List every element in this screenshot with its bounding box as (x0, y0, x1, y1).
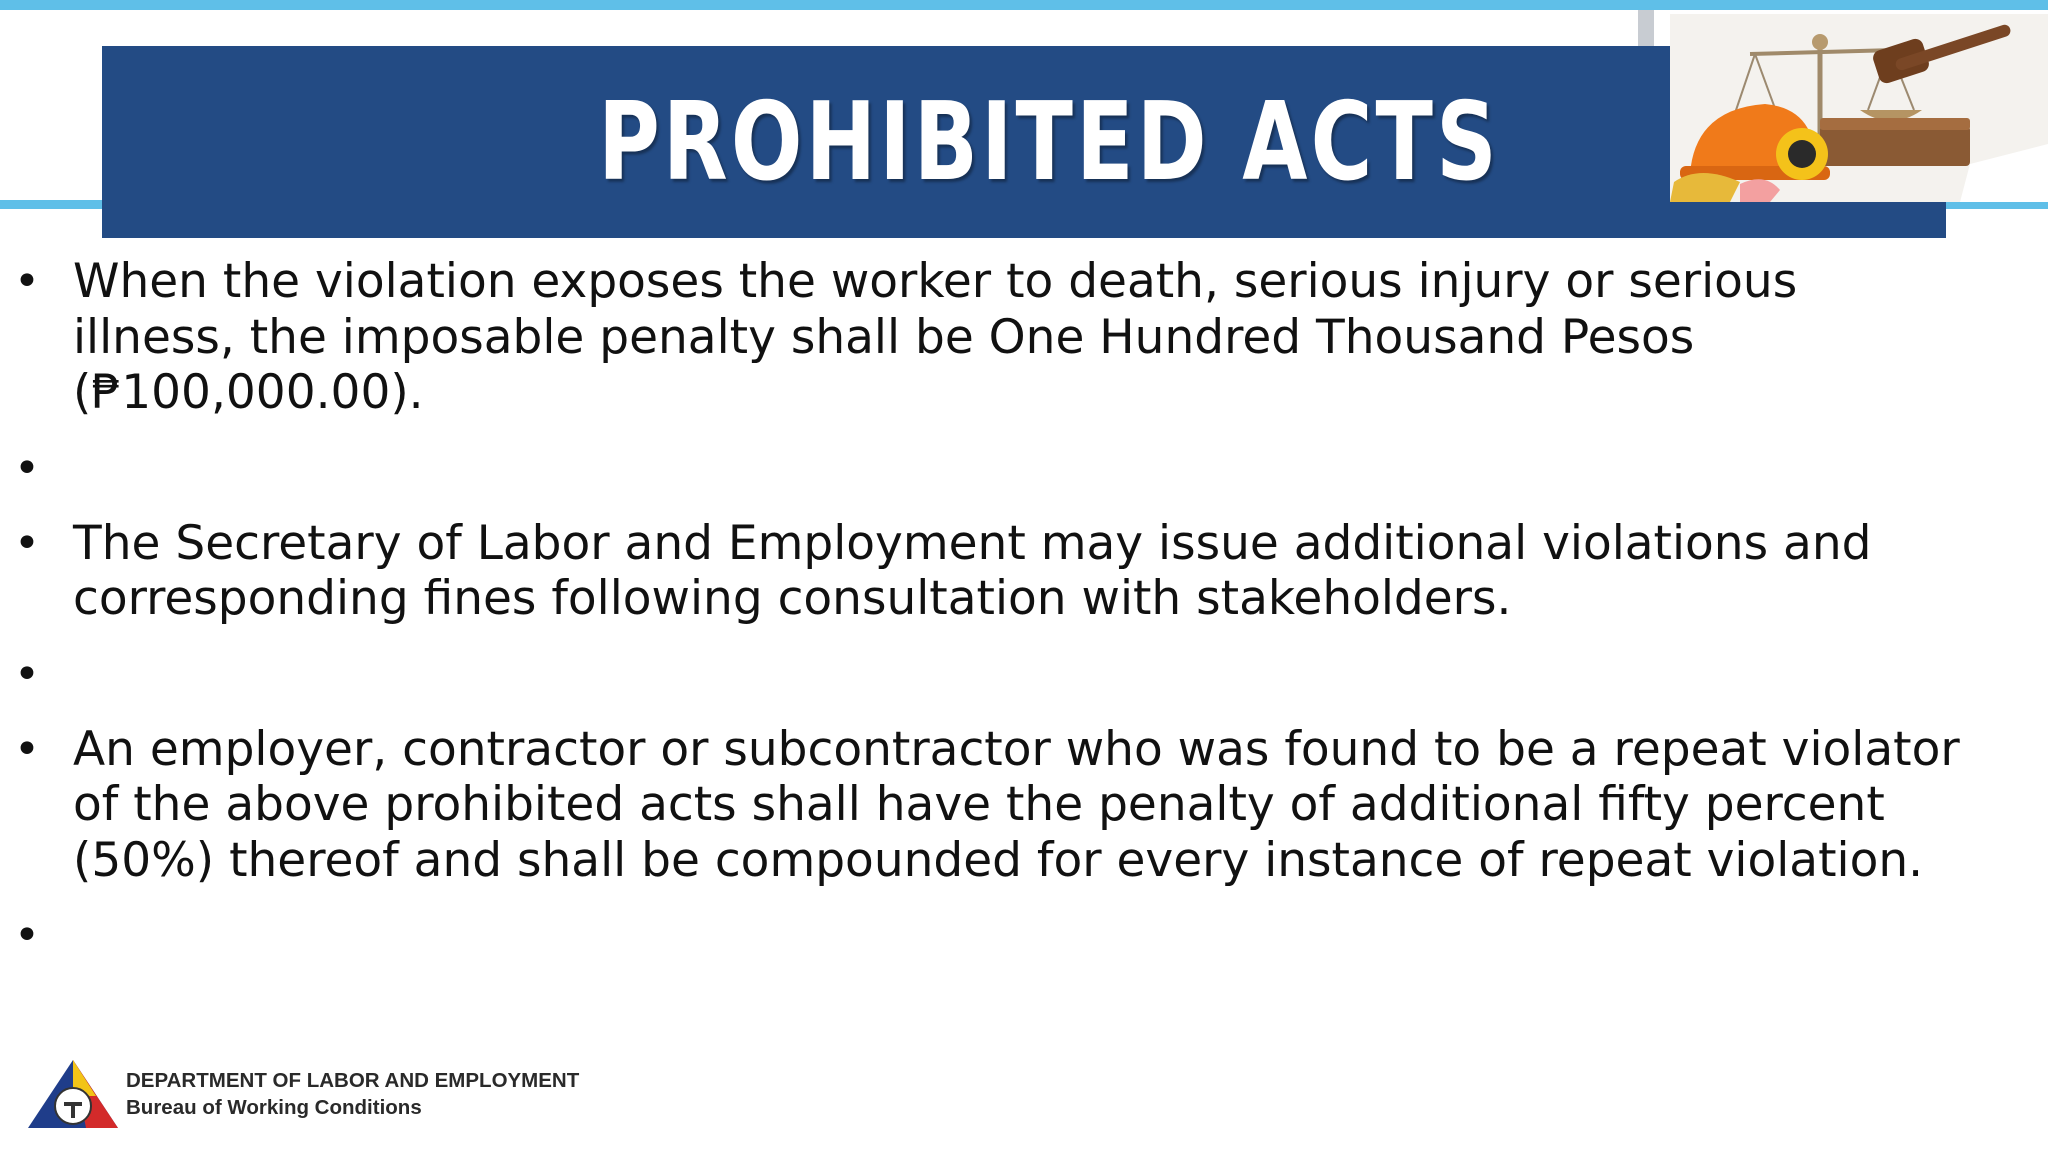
slide-title: PROHIBITED ACTS (598, 79, 1500, 205)
gavel-scales-hardhat-image (1670, 14, 2048, 202)
footer (24, 1054, 579, 1134)
bullet-item-empty (0, 908, 2048, 963)
bullet-item-empty (0, 441, 2048, 496)
bullet-item: • The Secretary of Labor and Employment may issue additional violations and corresponding fines following consultation with stakeholders. (0, 516, 2048, 627)
footer-bureau-name: Bureau of Working Conditions (126, 1096, 422, 1119)
bullet-item: • An employer, contractor or subcontractor who was found to be a repeat violator of the above prohibited acts shall have the penalty of additional fifty percent (50%) thereof and shall be compounded for every instance of repeat violation. (0, 722, 2048, 889)
bullet-list (0, 254, 2048, 983)
dole-logo-icon (24, 1056, 122, 1132)
top-accent-rule (0, 0, 2048, 10)
left-accent-rule (0, 200, 110, 209)
footer-org-name: DEPARTMENT OF LABOR AND EMPLOYMENT (126, 1069, 580, 1092)
decorative-stub (1638, 10, 1654, 48)
bullet-item-empty (0, 647, 2048, 702)
bullet-item: • When the violation exposes the worker to death, serious injury or serious illness, the imposable penalty shall be One Hundred Thousand Pesos (₱100,000.00). (0, 254, 2048, 421)
